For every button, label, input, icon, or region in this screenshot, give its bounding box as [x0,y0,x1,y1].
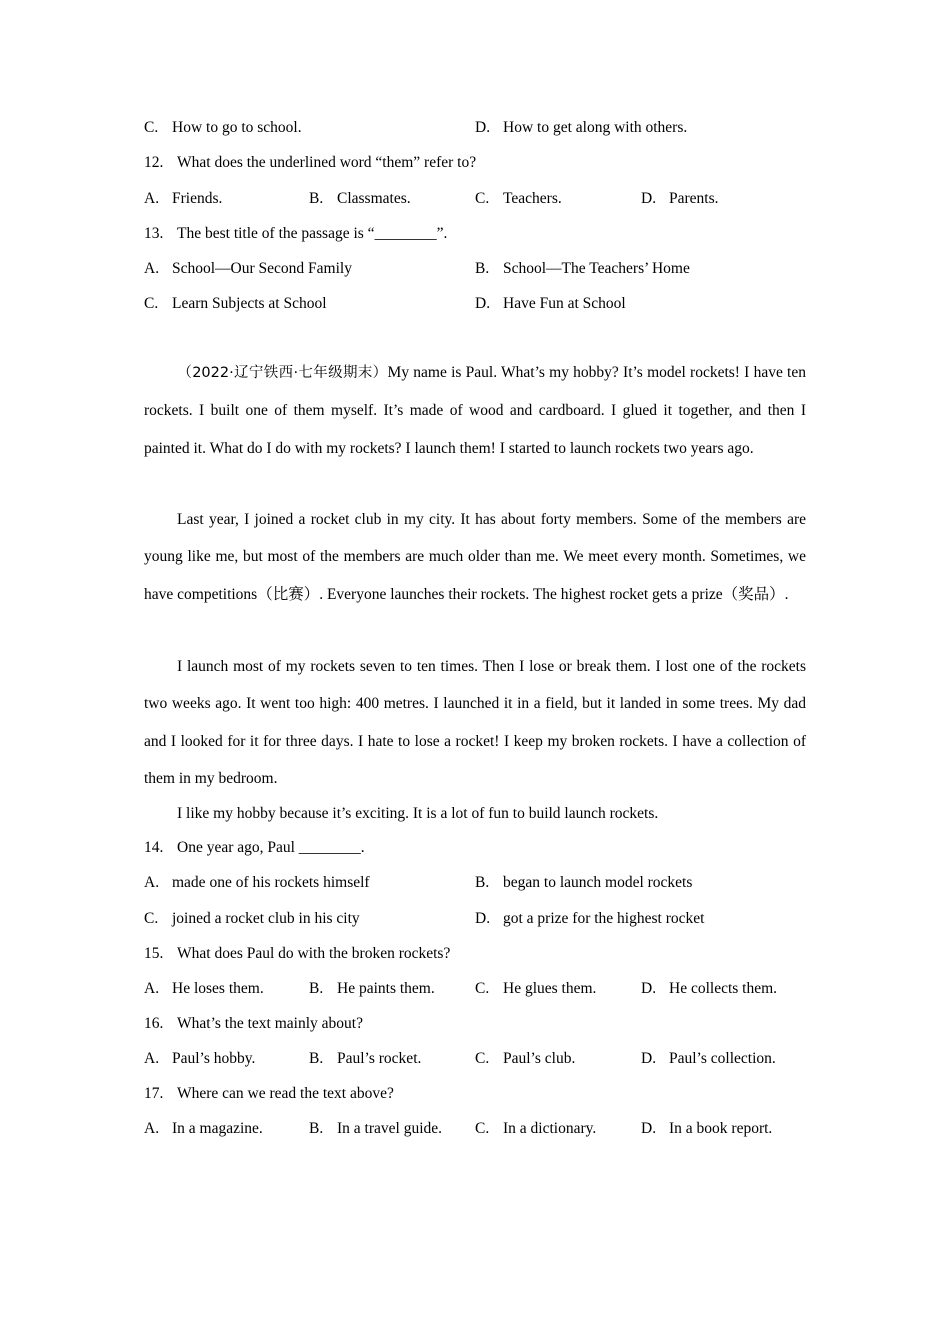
option-letter: A. [144,1050,160,1067]
question-number: 15. [144,945,164,962]
q17-option-c[interactable] [475,1118,596,1140]
q16-option-c[interactable] [475,1048,575,1070]
option-letter: B. [309,980,324,997]
option-text: Teachers. [503,190,562,207]
option-text: Parents. [669,190,719,207]
question-number: 17. [144,1085,164,1102]
question-16-stem: What’s the text mainly about? [177,1015,363,1032]
option-text: In a dictionary. [503,1120,597,1137]
q15-option-b[interactable] [309,978,435,1000]
q15-option-a[interactable] [144,978,264,1000]
question-number: 13. [144,225,164,242]
option-text: My name is Paul. What’s my hobby? It’s model rockets! I have ten rockets. I built one of them myself. It’s made of wood and cardboard. I glued it together, and then I painted it. What do I do with my rockets? I launch them! I started to launch rockets two years ago. [144,364,806,457]
question-number: 14. [144,839,164,856]
option-letter: D. [641,980,657,997]
option-text: I launch most of my rockets seven to ten times. Then I lose or break them. I lost one of the rockets two weeks ago. It went too high: 400 metres. I launched it in a field, but it landed in some trees. My dad and I looked for it for three days. I hate to lose a rocket! I keep my broken rockets. I have a collection of them in my bedroom. [144,658,806,787]
option-letter: A. [144,260,160,277]
question-14 [144,837,814,859]
option-text: got a prize for the highest rocket [503,910,705,927]
option-letter: A. [144,190,160,207]
option-letter: C. [144,295,159,312]
q17-option-d[interactable] [641,1118,772,1140]
option-letter: C. [144,119,159,136]
option-text: He collects them. [669,980,778,997]
option-letter: C. [475,980,490,997]
q11-option-d[interactable] [475,117,687,139]
q17-option-a[interactable] [144,1118,263,1140]
q13-option-d[interactable] [475,293,626,315]
option-text: In a book report. [669,1120,773,1137]
option-text: He paints them. [337,980,435,997]
option-letter: C. [144,910,159,927]
option-text: made one of his rockets himself [172,874,370,891]
q15-option-c[interactable] [475,978,596,1000]
option-letter: B. [309,190,324,207]
q16-options [144,1048,814,1070]
option-text: He glues them. [503,980,597,997]
option-text: Classmates. [337,190,411,207]
q11-option-c[interactable] [144,117,302,139]
option-text: In a travel guide. [337,1120,443,1137]
q12-options [144,188,814,210]
option-text: Paul’s collection. [669,1050,776,1067]
q16-option-d[interactable] [641,1048,776,1070]
option-letter: C. [475,190,490,207]
option-letter: C. [475,1120,490,1137]
option-text: Paul’s club. [503,1050,576,1067]
q17-options [144,1118,814,1140]
q14-option-b[interactable] [475,872,692,894]
q13-option-b[interactable] [475,258,690,280]
q15-option-d[interactable] [641,978,777,1000]
q13-options-row-2 [144,293,814,315]
q15-options [144,978,814,1000]
q12-option-b[interactable] [309,188,411,210]
option-text: Paul’s rocket. [337,1050,422,1067]
q13-options-row-1 [144,258,814,280]
option-text: began to launch model rockets [503,874,693,891]
passage-paragraph-3 [144,648,806,797]
option-letter: D. [641,1120,657,1137]
q14-options-row-1 [144,872,814,894]
q12-option-c[interactable] [475,188,562,210]
option-text: Friends. [172,190,223,207]
question-12-stem: What does the underlined word “them” refer to? [177,154,477,171]
q16-option-b[interactable] [309,1048,421,1070]
option-text: Learn Subjects at School [172,295,327,312]
passage-paragraph-2 [144,501,806,613]
question-13-stem: The best title of the passage is “________”. [177,225,448,242]
option-text: How to get along with others. [503,119,688,136]
option-text: School—Our Second Family [172,260,352,277]
q14-option-d[interactable] [475,908,704,930]
option-text: Last year, I joined a rocket club in my city. It has about forty members. Some of the members are young like me, but most of the members are much older than me. We meet every month. Sometimes, we have competitions（比赛）. Everyone launches their rockets. The highest rocket gets a prize（奖品）. [144,511,806,603]
option-letter: A. [144,874,160,891]
option-letter: B. [309,1120,324,1137]
q17-option-b[interactable] [309,1118,442,1140]
option-letter: D. [475,119,491,136]
question-15 [144,943,814,965]
option-letter: D. [641,1050,657,1067]
option-text: School—The Teachers’ Home [503,260,690,277]
q13-option-c[interactable] [144,293,327,315]
q11-options-row-2 [144,117,814,139]
option-text: joined a rocket club in his city [172,910,360,927]
option-text: In a magazine. [172,1120,263,1137]
option-letter: D. [475,295,491,312]
option-text: Have Fun at School [503,295,626,312]
question-12 [144,152,814,174]
q12-option-d[interactable] [641,188,719,210]
question-number: 16. [144,1015,164,1032]
question-number: 12. [144,154,164,171]
option-letter: B. [475,260,490,277]
option-text: He loses them. [172,980,264,997]
question-17 [144,1083,814,1105]
option-text: Paul’s hobby. [172,1050,256,1067]
option-text: I like my hobby because it’s exciting. It is a lot of fun to build launch rockets. [177,805,659,822]
option-letter: D. [641,190,657,207]
q14-option-c[interactable] [144,908,360,930]
question-14-stem: One year ago, Paul ________. [177,839,365,856]
q16-option-a[interactable] [144,1048,255,1070]
q14-option-a[interactable] [144,872,370,894]
passage-paragraph-4 [144,795,806,832]
q13-option-a[interactable] [144,258,352,280]
option-letter: A. [144,1120,160,1137]
option-letter: B. [475,874,490,891]
question-15-stem: What does Paul do with the broken rockets? [177,945,451,962]
option-letter: D. [475,910,491,927]
option-letter: C. [475,1050,490,1067]
option-letter: A. [144,980,160,997]
passage-paragraph-1 [144,354,806,467]
passage-source: （2022·辽宁铁西·七年级期末） [177,365,388,381]
q14-options-row-2 [144,908,814,930]
question-17-stem: Where can we read the text above? [177,1085,394,1102]
question-16 [144,1013,814,1035]
option-text: How to go to school. [172,119,302,136]
question-13 [144,223,814,245]
option-letter: B. [309,1050,324,1067]
q12-option-a[interactable] [144,188,222,210]
